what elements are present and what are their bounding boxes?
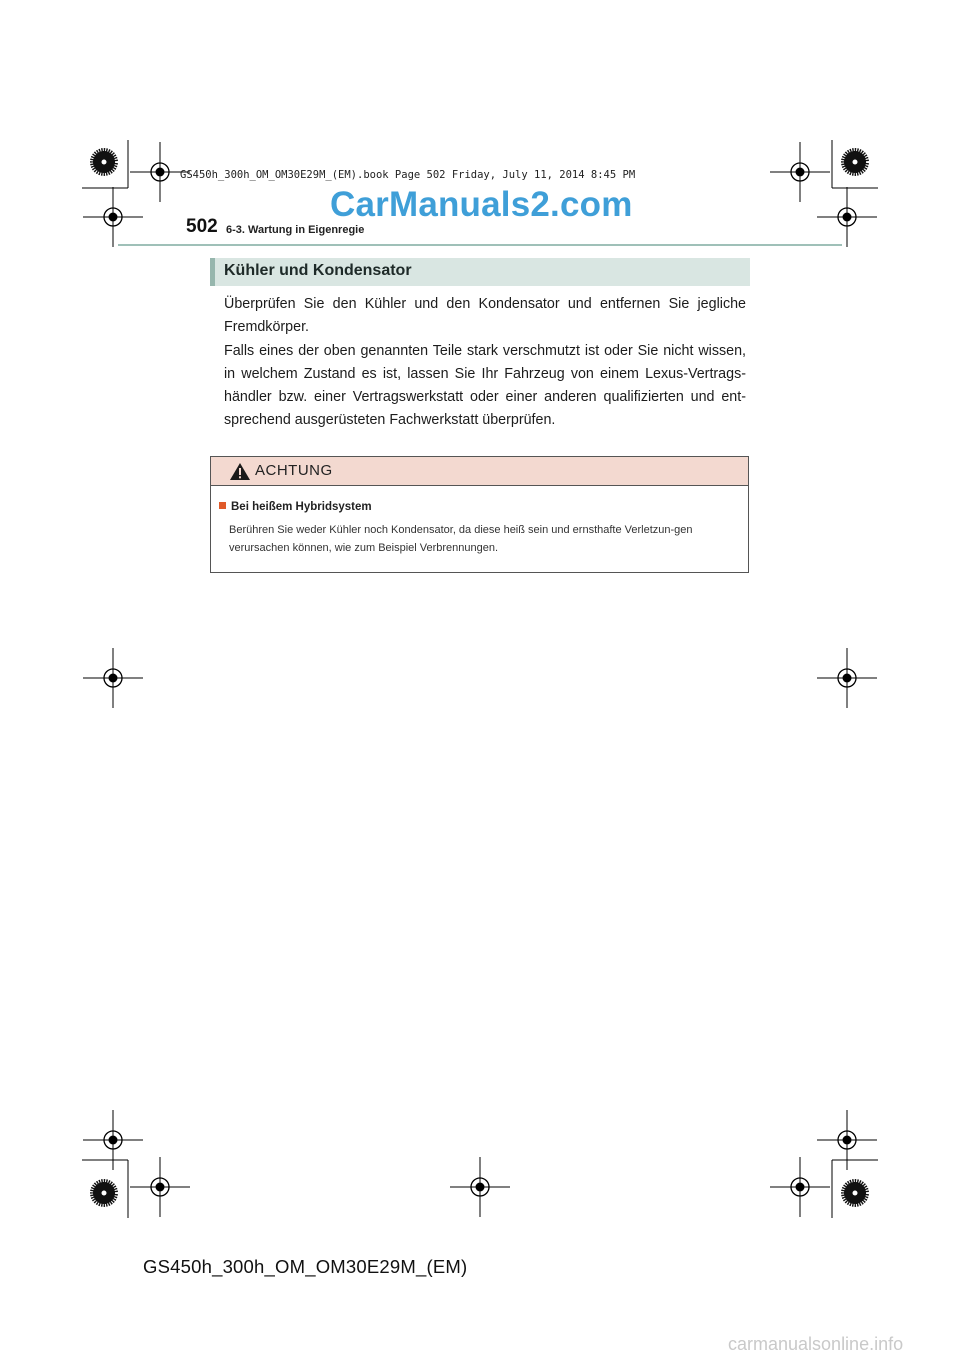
warning-item-text: Berühren Sie weder Kühler noch Kondensator, da diese heiß sein und ernsthafte Verletzun-gen verursachen können, wie zum Beispiel Verbrennungen. — [229, 524, 693, 554]
watermark-top: CarManuals2.com — [330, 185, 633, 224]
warning-box — [210, 456, 749, 573]
bullet-square-icon — [219, 502, 226, 509]
warning-item-heading-text: Bei heißem Hybridsystem — [231, 501, 372, 513]
watermark-bottom: carmanualsonline.info — [728, 1334, 904, 1354]
warning-triangle-icon — [229, 462, 251, 481]
body-paragraph-2: Falls eines der oben genannten Teile stark verschmutzt ist oder Sie nicht wissen, in welchem Zustand es ist, lassen Sie Ihr Fahrzeug von einem Lexus-Vertrags-händler bzw. einer Vertragswerkstatt oder einer anderen qualifizierten und ent-sprechend ausgerüsteten Fachwerkstatt überprüfen. — [224, 342, 746, 429]
section-reference: 6-3. Wartung in Eigenregie — [226, 224, 365, 236]
section-heading-bar — [210, 258, 215, 286]
body-text — [224, 293, 746, 433]
footer-document-id: GS450h_300h_OM_OM30E29M_(EM) — [143, 1256, 468, 1277]
section-heading-text: Kühler und Kondensator — [224, 262, 412, 279]
warning-header — [211, 457, 748, 486]
body-paragraph-1: Überprüfen Sie den Kühler und den Kondensator und entfernen Sie jegliche Fremdkörper. — [224, 296, 746, 336]
print-stamp: GS450h_300h_OM_OM30E29M_(EM).book Page 502 Friday, July 11, 2014 8:45 PM — [180, 169, 636, 181]
page-number: 502 — [186, 216, 218, 237]
warning-title: ACHTUNG — [255, 462, 333, 479]
warning-item-heading — [219, 501, 372, 513]
header-rule — [118, 244, 842, 246]
section-heading — [210, 258, 750, 286]
